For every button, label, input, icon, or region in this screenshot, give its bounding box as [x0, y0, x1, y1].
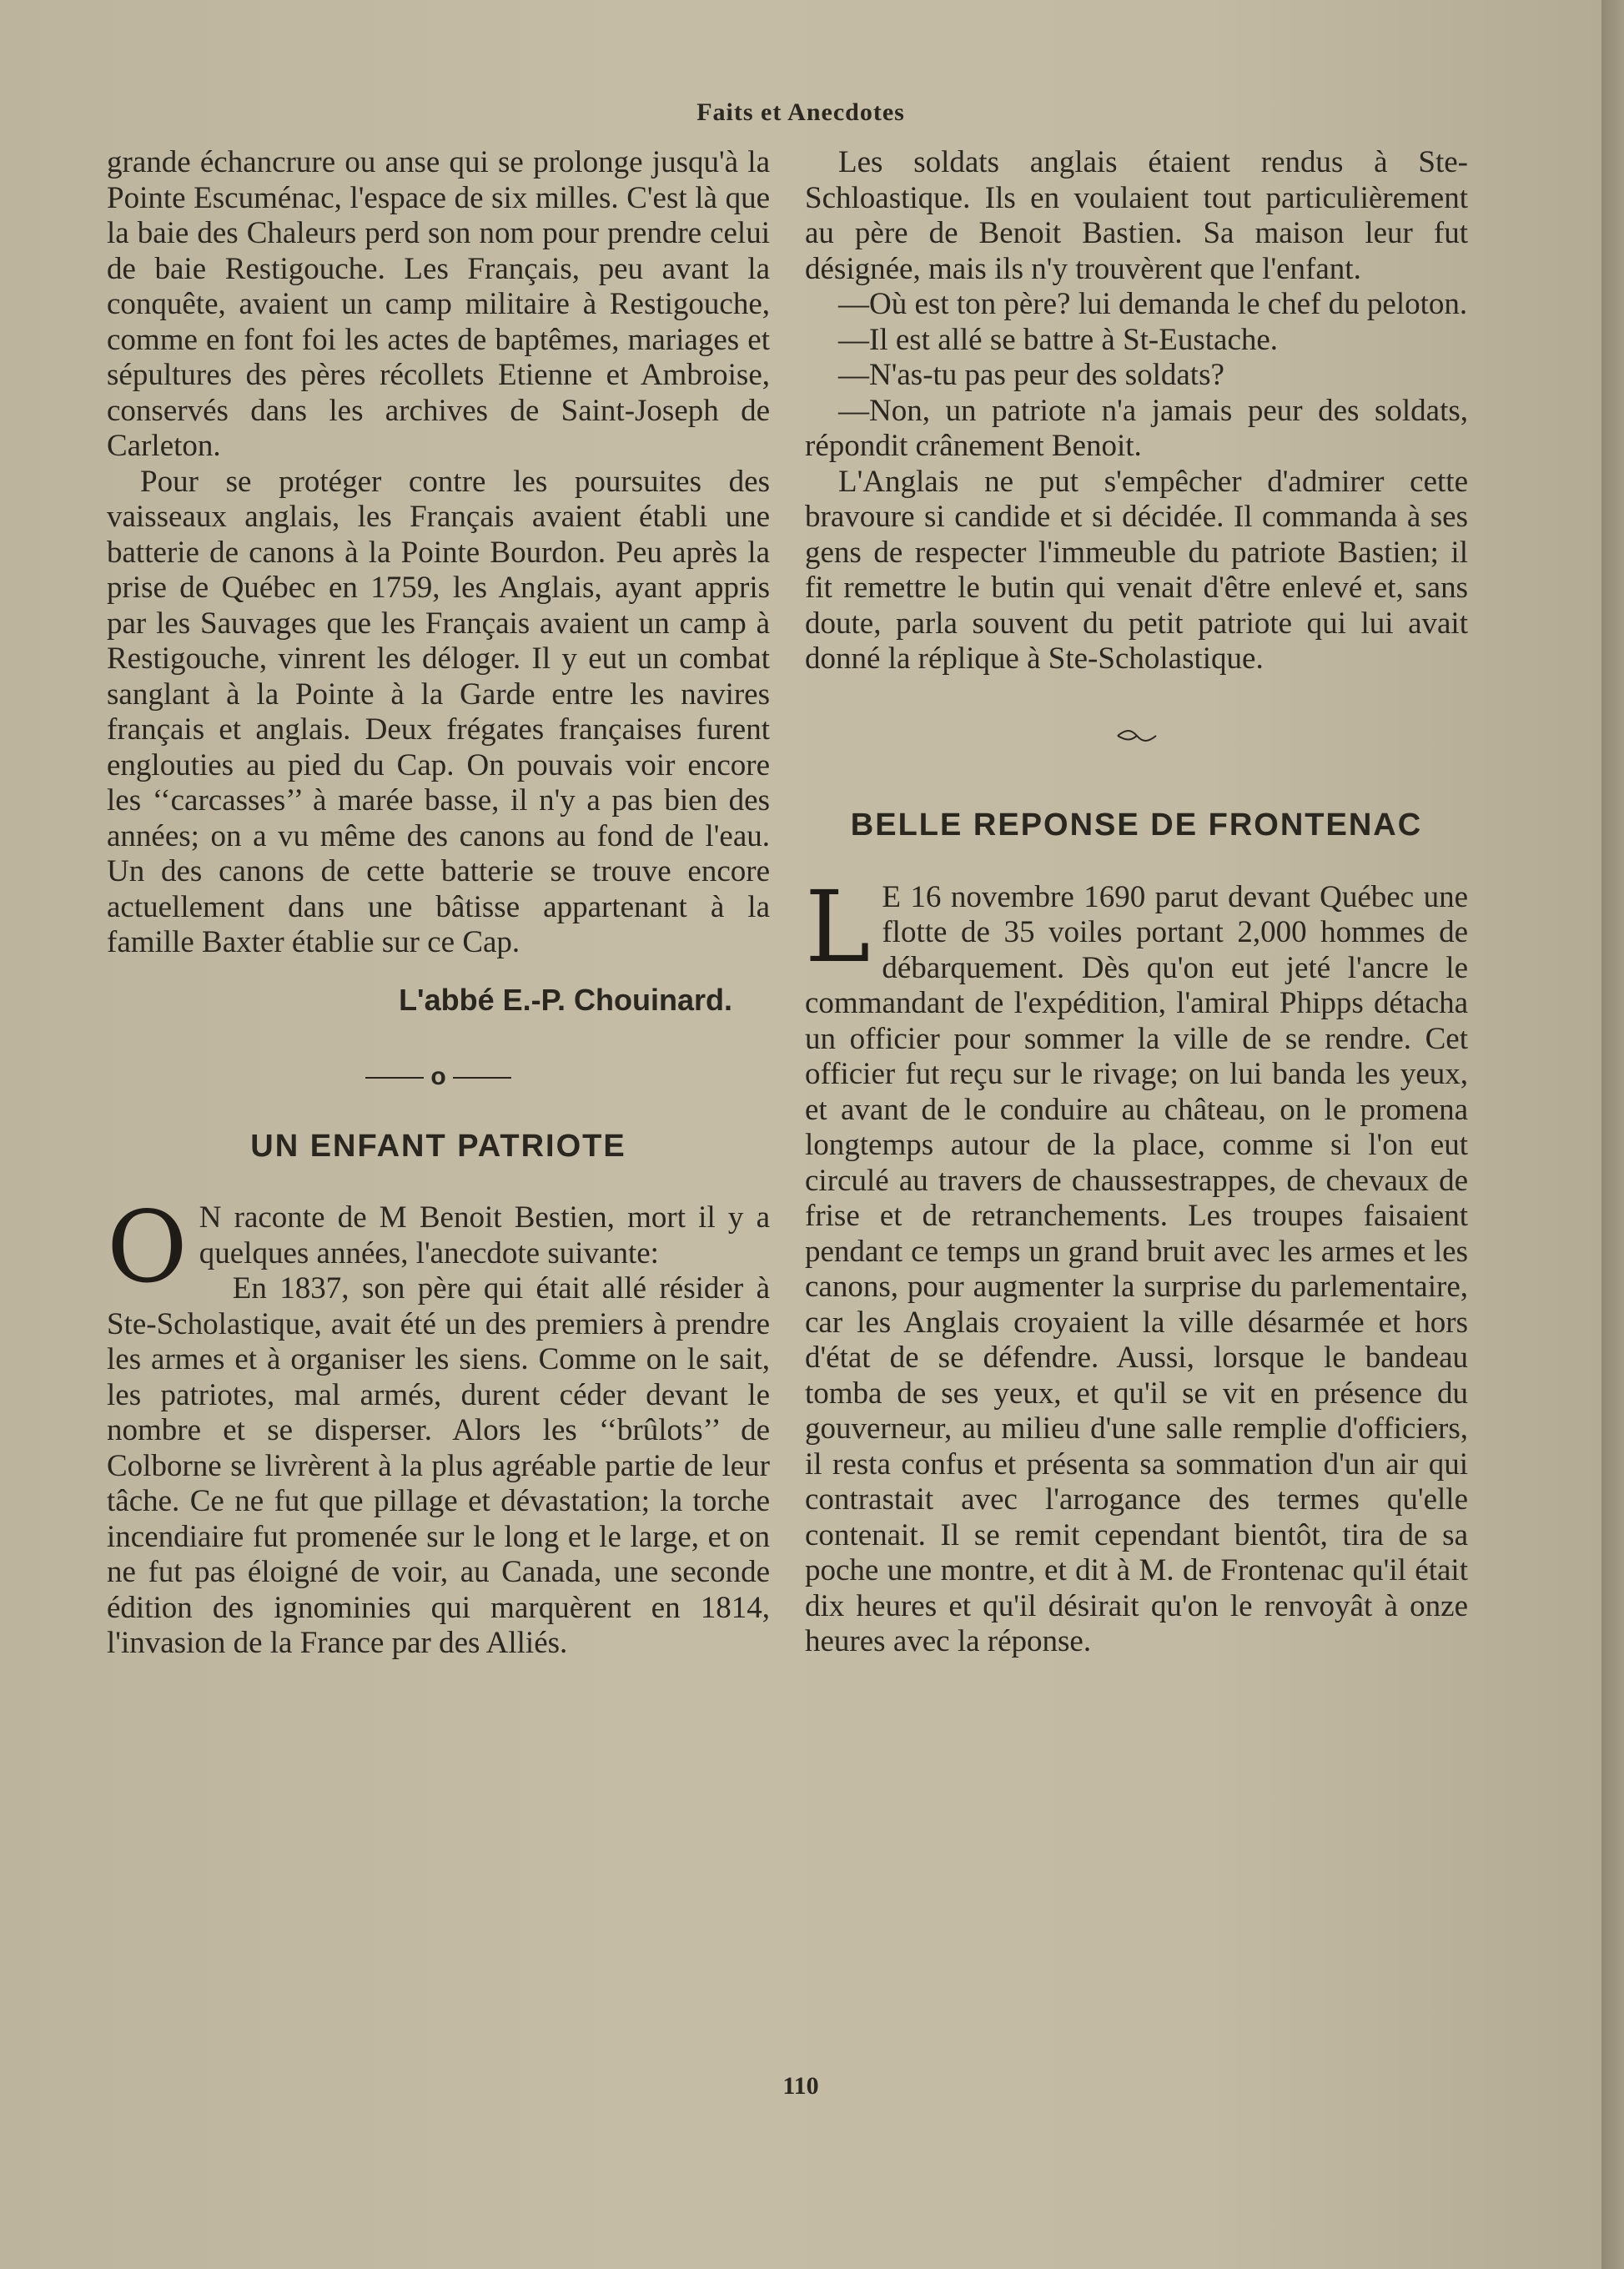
paragraph: —N'as-tu pas peur des soldats?	[838, 358, 1224, 392]
paragraph: Les soldats anglais étaient rendus à Ste-Schloastique. Ils en voulaient tout particulièrement au père de Benoit Bastien. Sa maison leur fut désignée, mais ils n'y trouvèrent que l'enfant.	[805, 145, 1468, 286]
page-number: 110	[782, 2072, 819, 2100]
right-column	[805, 145, 1468, 1660]
running-head: Faits et Anecdotes	[696, 98, 905, 126]
paragraph: En 1837, son père qui était allé résider à Ste-Scholastique, avait été un des premiers à prendre les armes et à organiser les siens. Comme on le sait, les patriotes, mal armés, durent céder devant le nombre et se disperser. Alors les ‘‘brûlots’’ de Colborne se livrèrent à la plus agréable partie de leur tâche. Ce ne fut que pillage et dévastation; la torche incendiaire fut promenée sur le long et le large, et on ne fut pas éloigné de voir, au Canada, une seconde édition des ignominies qui marquèrent en 1814, l'invasion de la France par des Alliés.	[107, 1271, 770, 1660]
paragraph: Pour se protéger contre les poursuites des vaisseaux anglais, les Français avaient établi une batterie de canons à la Pointe Bourdon. Peu après la prise de Québec en 1759, les Anglais, ayant appris par les Sauvages que les Français avaient un camp à Restigouche, vinrent les déloger. Il y eut un combat sanglant à la Pointe à la Garde entre les navires français et anglais. Deux frégates françaises furent englouties au pied du Cap. On pouvais voir encore les ‘‘carcasses’’ à marée basse, il n'y a pas bien des années; on a vu même des canons au fond de l'eau. Un des canons de cette batterie se trouve encore actuellement dans une bâtisse appartenant à la famille Baxter établie sur ce Cap.	[107, 464, 770, 959]
paragraph	[805, 868, 1468, 1660]
separator-rule	[453, 1077, 511, 1079]
paragraph-text: N raconte de M Benoit Bestien, mort il y a quelques années, l'anecdote suivante:	[199, 1200, 770, 1270]
left-column	[107, 145, 770, 1662]
article-headline: UN ENFANT PATRIOTE	[250, 1128, 626, 1164]
separator-mark: o	[430, 1063, 446, 1090]
paragraph: —Il est allé se battre à St-Eustache.	[838, 322, 1279, 357]
section-separator	[107, 1059, 770, 1095]
paragraph	[107, 1190, 770, 1305]
paragraph: —Où est ton père? lui demanda le chef du peloton.	[838, 287, 1468, 321]
drop-cap: O	[107, 1190, 188, 1305]
paragraph: —Non, un patriote n'a jamais peur des soldats, répondit crânement Benoit.	[805, 393, 1468, 463]
paragraph-text: E 16 novembre 1690 parut devant Québec une flotte de 35 voiles portant 2,000 hommes de débarquement. Dès qu'on eut jeté l'ancre le commandant de l'expédition, l'amiral Phipps détacha un officier pour sommer la ville de se rendre. Cet officier fut reçu sur le rivage; on lui banda les yeux, et avant de le conduire au château, on le promena longtemps autour de la place, comme si l'on eut circulé au travers de chaussestrappes, de chevaux de frise et de retranchements. Les troupes faisaient pendant ce temps un grand bruit avec les armes et les canons, pour augmenter la surprise du parlementaire, car les Anglais croyaient la ville désarmée et hors d'état de se défendre. Aussi, lorsque le bandeau tomba de ses yeux, et qu'il se vit en présence du gouverneur, au milieu d'une salle remplie d'officiers, il resta confus et présenta sa sommation d'un air qui contrastait avec l'arrogance des termes qu'elle contenait. Il se remit cependant bientôt, tira de sa poche une montre, et dit à M. de Frontenac qu'il était dix heures et qu'il désirait qu'on le renvoyât à onze heures avec la réponse.	[805, 879, 1468, 1658]
author-signature: L'abbé E.-P. Chouinard.	[399, 982, 732, 1017]
separator-rule	[365, 1077, 424, 1079]
article-headline: BELLE REPONSE DE FRONTENAC	[850, 807, 1423, 843]
paragraph: L'Anglais ne put s'empêcher d'admirer cette bravoure si candide et si décidée. Il commanda à ses gens de respecter l'immeuble du patriote Bastien; il fit remettre le butin qui venait d'être enlevé et, sans doute, parla souvent du petit patriote qui lui avait donné la réplique à Ste-Scholastique.	[805, 464, 1468, 676]
ornament-icon	[805, 716, 1468, 752]
paragraph: grande échancrure ou anse qui se prolonge jusqu'à la Pointe Escuménac, l'espace de six milles. C'est là que la baie des Chaleurs perd son nom pour prendre celui de baie Restigouche. Les Français, peu avant la conquête, avaient un camp militaire à Restigouche, comme en font foi les actes de baptêmes, mariages et sépultures des pères récollets Etienne et Ambroise, conservés dans les archives de Saint-Joseph de Carleton.	[107, 145, 770, 463]
drop-cap: L	[805, 868, 871, 984]
book-spine-edge	[1601, 0, 1624, 2269]
